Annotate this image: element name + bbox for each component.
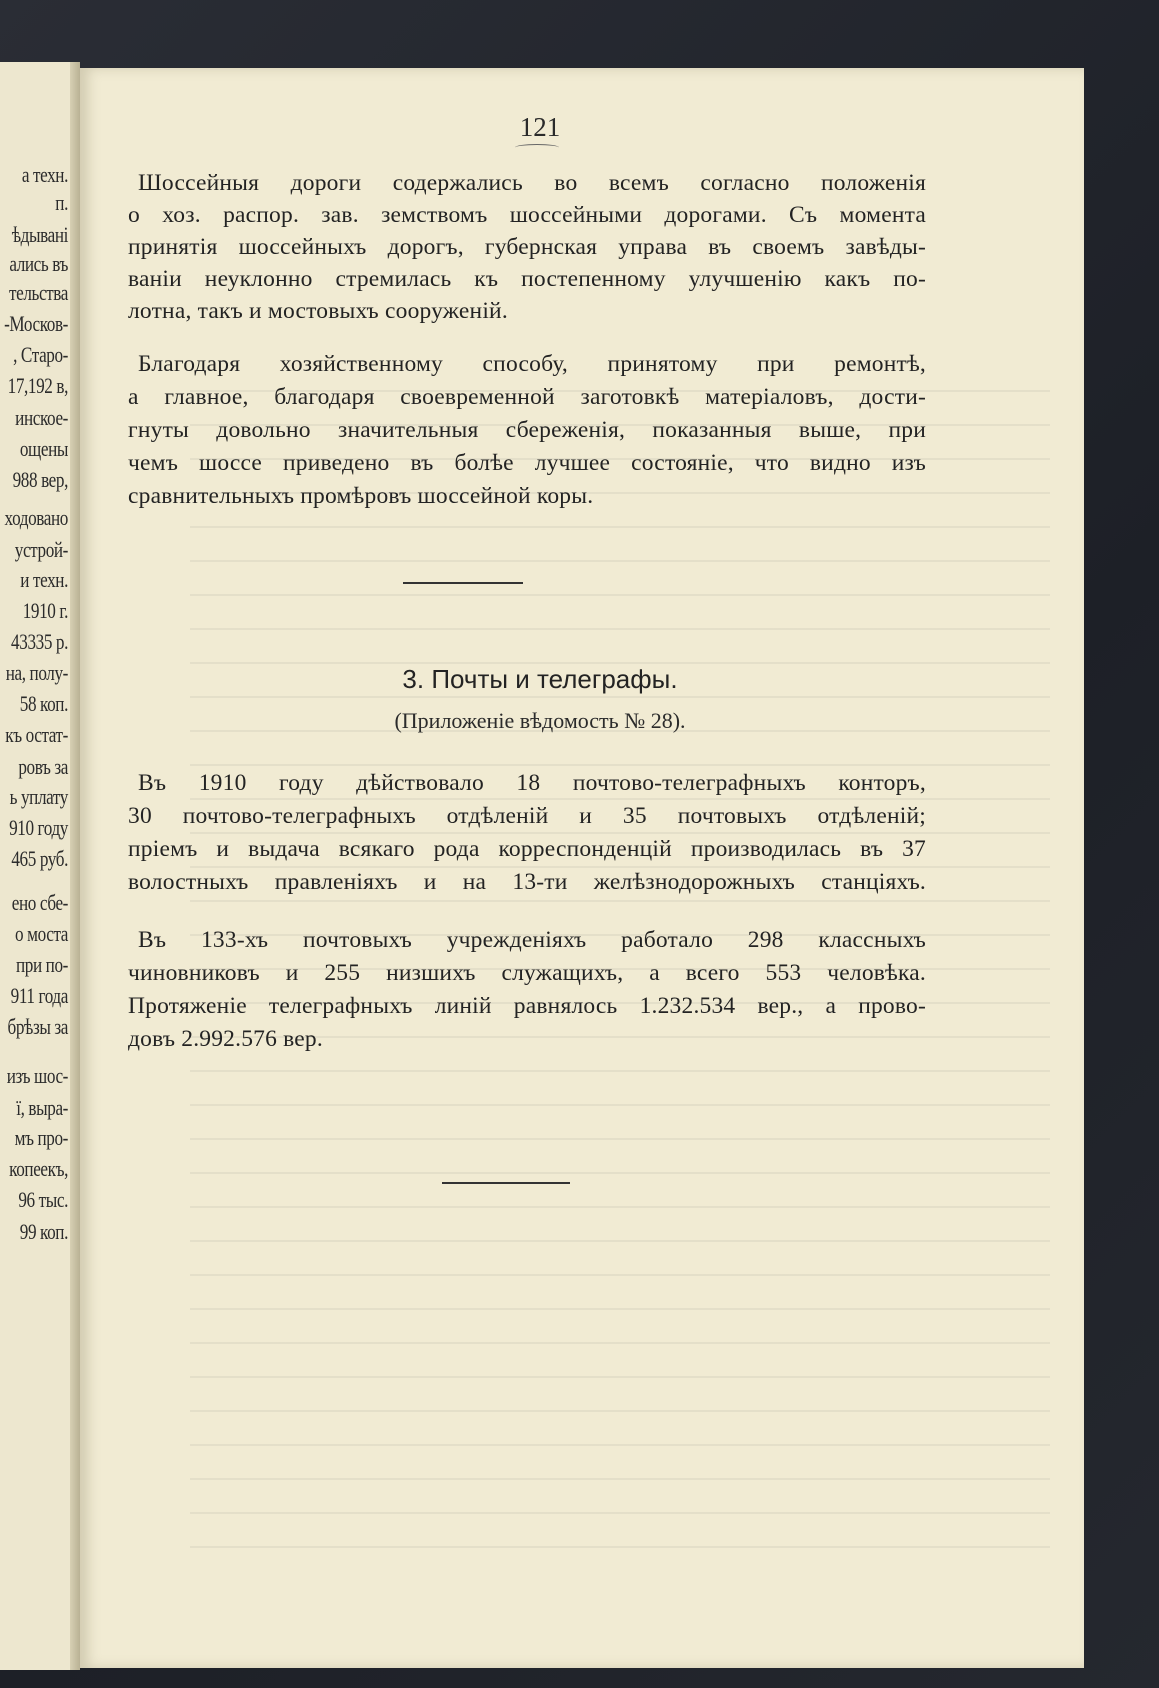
paragraph-4-line: довъ 2.992.576 вер.: [128, 1026, 323, 1052]
paragraph-2-line: сравнительныхъ промѣровъ шоссейной коры.: [128, 483, 594, 509]
left-margin-fragment: ались въ: [9, 251, 68, 276]
left-margin-fragment: и техн.: [20, 567, 68, 592]
paragraph-3-line: 30 почтово-телеграфныхъ отдѣленій и 35 почтовыхъ отдѣленій;: [128, 803, 926, 829]
left-margin-fragment: инское-: [15, 405, 68, 430]
left-margin-fragment: брѣзы за: [7, 1014, 68, 1039]
left-margin-fragment: 465 руб.: [11, 846, 68, 871]
left-margin-fragment: ено сбе-: [11, 890, 68, 915]
left-margin-fragment: тельства: [9, 280, 68, 305]
page-number: 121: [519, 112, 561, 142]
left-margin-fragment: 96 тыс.: [18, 1187, 68, 1212]
paragraph-1-line: ваніи неуклонно стремилась къ постепенному улучшенію какъ по-: [128, 266, 926, 292]
left-margin-fragment: копеекъ,: [9, 1156, 68, 1181]
left-margin-fragment: п.: [55, 190, 68, 215]
section-divider: [403, 582, 523, 584]
left-margin-fragment: 99 коп.: [19, 1219, 68, 1244]
page-number-rule: [515, 144, 559, 151]
section-subtitle: (Приложеніе вѣдомость № 28).: [394, 708, 686, 733]
left-margin-fragment: о моста: [15, 921, 68, 946]
page: [80, 68, 1084, 1668]
left-margin-fragment: , Старо-: [13, 342, 68, 367]
left-margin-fragment: 911 года: [10, 983, 68, 1008]
paragraph-2-line: Благодаря хозяйственному способу, принятому при ремонтѣ,: [138, 351, 926, 377]
left-margin-fragment: 43335 р.: [11, 629, 68, 654]
paragraph-2-line: чемъ шоссе приведено въ болѣе лучшее состояніе, что видно изъ: [128, 450, 926, 476]
section-title: 3. Почты и телеграфы.: [402, 664, 678, 694]
left-page-edge: [0, 62, 80, 1670]
left-margin-fragment: къ остат-: [5, 722, 68, 747]
paragraph-2-line: гнуты довольно значительныя сбереженія, показанныя выше, при: [128, 417, 926, 443]
book-fold: [70, 62, 80, 1670]
left-margin-fragment: ь уплату: [9, 784, 68, 809]
left-margin-fragment: при по-: [16, 952, 68, 977]
paragraph-3-line: пріемъ и выдача всякаго рода корреспонденцій производилась въ 37: [128, 836, 926, 862]
paragraph-4-line: Протяженіе телеграфныхъ линій равнялось 1.232.534 вер., а прово-: [128, 993, 926, 1019]
paragraph-2-line: а главное, благодаря своевременной заготовкѣ матеріаловъ, дости-: [128, 384, 926, 410]
left-margin-fragment: ровъ за: [18, 754, 68, 779]
paragraph-3-line: Въ 1910 году дѣйствовало 18 почтово-телеграфныхъ конторъ,: [138, 770, 926, 796]
paragraph-4-line: Въ 133-хъ почтовыхъ учрежденіяхъ работало 298 классныхъ: [138, 927, 926, 953]
paragraph-1-line: принятія шоссейныхъ дорогъ, губернская управа въ своемъ завѣды-: [128, 234, 926, 260]
left-margin-fragment: а техн.: [21, 162, 68, 187]
paragraph-1-line: лотна, такъ и мостовыхъ сооруженій.: [128, 298, 508, 324]
paragraph-4-line: чиновниковъ и 255 низшихъ служащихъ, а всего 553 человѣка.: [128, 960, 926, 986]
left-margin-fragment: ощены: [19, 436, 68, 461]
left-margin-fragment: 988 вер,: [12, 467, 68, 492]
left-margin-fragment: -Москов-: [4, 311, 68, 336]
left-margin-fragment: 17,192 в,: [7, 373, 68, 398]
paragraph-3-line: волостныхъ правленіяхъ и на 13-ти желѣзнодорожныхъ станціяхъ.: [128, 869, 926, 895]
end-divider: [442, 1182, 570, 1184]
paragraph-1-line: Шоссейныя дороги содержались во всемъ согласно положенія: [138, 170, 926, 196]
left-margin-fragment: 58 коп.: [19, 691, 68, 716]
left-margin-fragment: устрой-: [14, 537, 68, 562]
left-margin-fragment: ходовано: [4, 505, 68, 530]
left-margin-fragment: 1910 г.: [22, 598, 68, 623]
left-margin-fragment: на, полу-: [5, 660, 68, 685]
left-margin-fragment: ї, выра-: [16, 1095, 68, 1120]
left-margin-fragment: 910 году: [9, 815, 68, 840]
paragraph-1-line: о хоз. распор. зав. земствомъ шоссейными дорогами. Съ момента: [128, 202, 926, 228]
left-margin-fragment: мъ про-: [14, 1125, 68, 1150]
left-margin-fragment: ѣдывані: [11, 222, 68, 247]
left-margin-fragment: изъ шос-: [6, 1063, 68, 1088]
